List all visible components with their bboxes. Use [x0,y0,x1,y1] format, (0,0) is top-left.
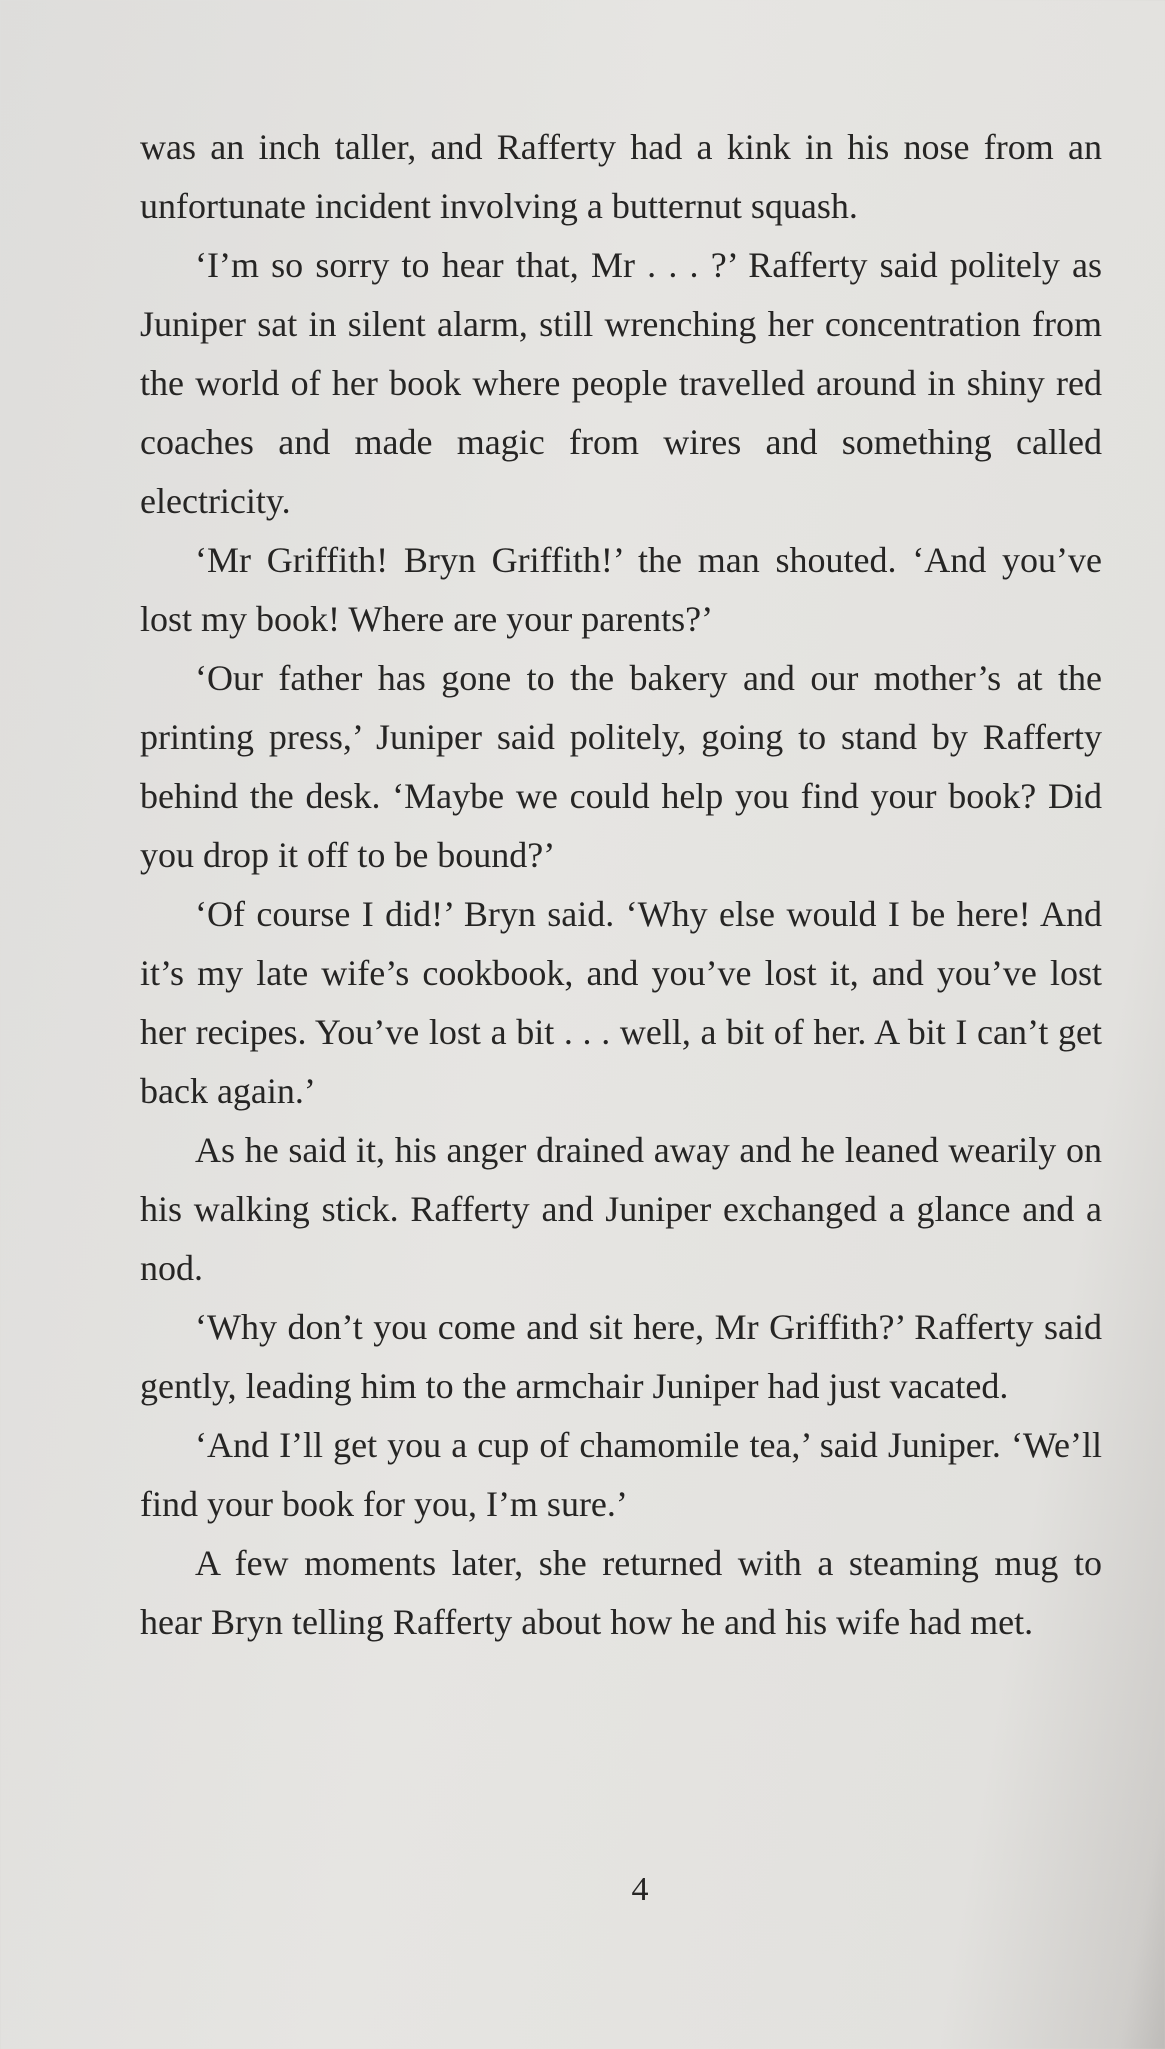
body-text [140,118,1102,1652]
page-number: 4 [631,1871,649,1908]
paragraph-2: ‘I’m so sorry to hear that, Mr . . . ?’ Rafferty said politely as Juniper sat in silent alarm, still wrenching her concentration from the world of her book where people travelled around in shiny red coaches and made magic from wires and something called electricity. [140,245,1102,521]
paragraph-8: ‘And I’ll get you a cup of chamomile tea,’ said Juniper. ‘We’ll find your book for you, I’m sure.’ [140,1425,1102,1524]
paragraph-5: ‘Of course I did!’ Bryn said. ‘Why else would I be here! And it’s my late wife’s cookbook, and you’ve lost it, and you’ve lost her recipes. You’ve lost a bit . . . well, a bit of her. A bit I can’t get back again.’ [140,894,1102,1111]
paragraph-3: ‘Mr Griffith! Bryn Griffith!’ the man shouted. ‘And you’ve lost my book! Where are your parents?’ [140,540,1102,639]
paragraph-6: As he said it, his anger drained away and he leaned wearily on his walking stick. Rafferty and Juniper exchanged a glance and a nod. [140,1130,1102,1288]
paragraph-7: ‘Why don’t you come and sit here, Mr Griffith?’ Rafferty said gently, leading him to the armchair Juniper had just vacated. [140,1307,1102,1406]
paragraph-9: A few moments later, she returned with a steaming mug to hear Bryn telling Rafferty about how he and his wife had met. [140,1543,1102,1642]
paragraph-4: ‘Our father has gone to the bakery and our mother’s at the printing press,’ Juniper said politely, going to stand by Rafferty behind the desk. ‘Maybe we could help you find your book? Did you drop it off to be bound?’ [140,658,1102,875]
paragraph-1: was an inch taller, and Rafferty had a kink in his nose from an unfortunate incident involving a butternut squash. [140,127,1102,226]
